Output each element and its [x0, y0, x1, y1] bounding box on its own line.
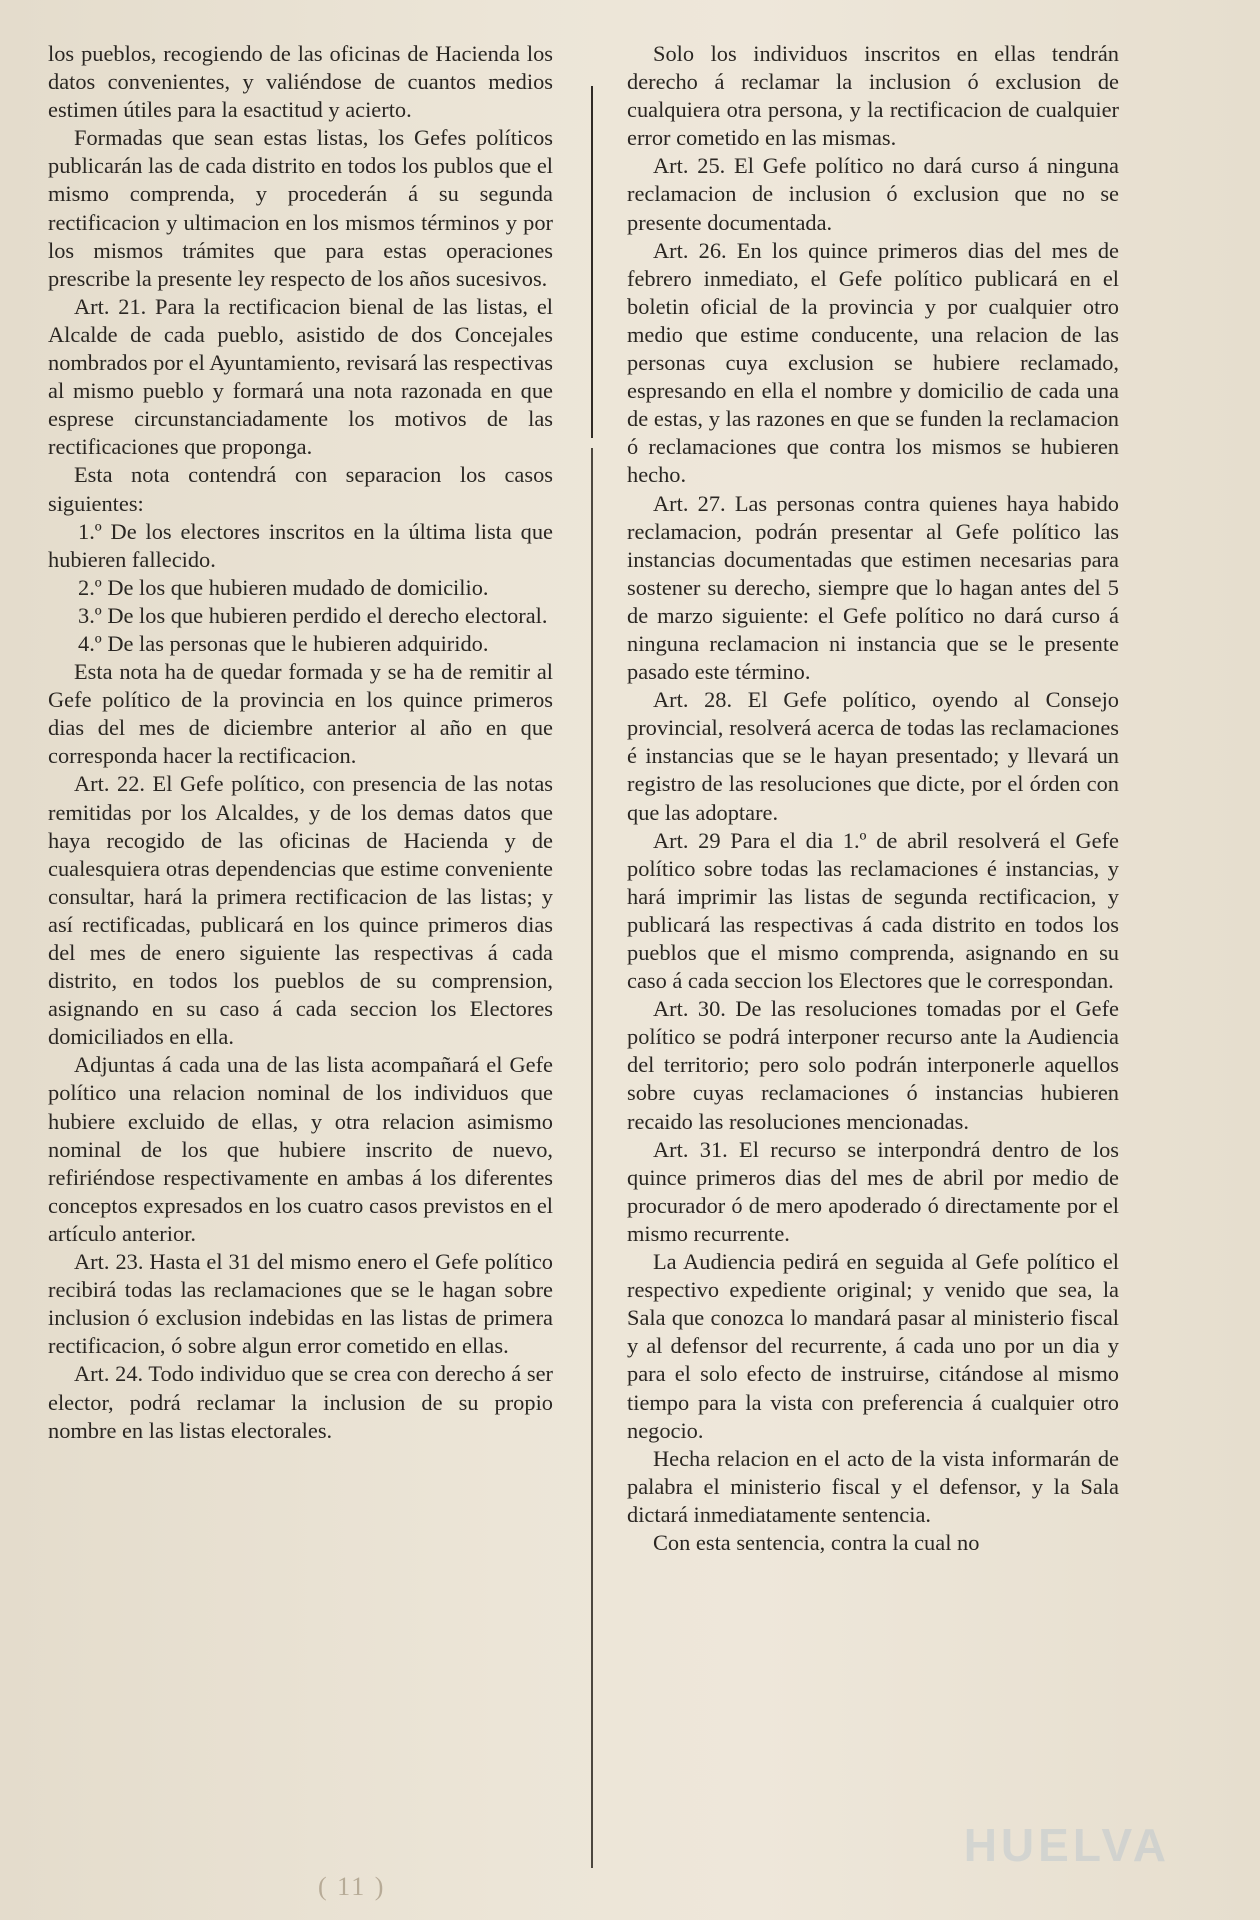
right-column-paragraph: Hecha relacion en el acto de la vista informarán de palabra el ministerio fiscal y el defensor, y la Sala dictará inmediatamente sentencia.	[627, 1445, 1119, 1527]
column-rule	[591, 448, 593, 1868]
left-column-paragraph: Esta nota ha de quedar formada y se ha de remitir al Gefe político de la provincia en los quince primeros dias del mes de diciembre anterior al año en que corresponda hacer la rectificacion.	[48, 659, 553, 769]
left-column-paragraph: Art. 21. Para la rectificacion bienal de las listas, el Alcalde de cada pueblo, asistido de dos Concejales nombrados por el Ayuntamiento, revisará las respectivas al mismo pueblo y formará una nota razonada en que esprese circunstanciadamente los motivos de las rectificaciones que proponga.	[48, 293, 553, 460]
right-column-paragraph: La Audiencia pedirá en seguida al Gefe político el respectivo expediente original; y venido que sea, la Sala que conozca lo mandará pasar al ministerio fiscal y al defensor del recurrente, á cada uno por un dia y para el solo efecto de instruirse, citándose al mismo tiempo para la vista con preferencia á cualquier otro negocio.	[627, 1249, 1119, 1443]
left-column-paragraph: Art. 23. Hasta el 31 del mismo enero el Gefe político recibirá todas las reclamaciones que se le hagan sobre inclusion ó exclusion indebidas en las listas de primera rectificacion, ó sobre algun error cometido en ellas.	[48, 1249, 553, 1359]
left-column-paragraph: Art. 22. El Gefe político, con presencia de las notas remitidas por los Alcaldes, y de los demas datos que haya recogido de las oficinas de Hacienda y de cualesquiera otras dependencias que estime conveniente consultar, hará la primera rectificacion de las listas; y así rectificadas, publicará en los quince primeros dias del mes de enero siguiente las respectivas á cada distrito, en todos los pueblos de su comprension, asignando en su caso á cada seccion los Electores domiciliados en ella.	[48, 771, 553, 1050]
left-column-paragraph: Esta nota contendrá con separacion los casos siguientes:	[48, 462, 553, 516]
left-column-paragraph: Adjuntas á cada una de las lista acompañará el Gefe político una relacion nominal de los individuos que hubiere excluido de ellas, y otra relacion asimismo nominal de los que hubiere inscrito de nuevo, refiriéndose respectivamente en ambas á los diferentes conceptos expresados en los cuatro casos previstos en el artículo anterior.	[48, 1052, 553, 1246]
left-column-paragraph: 4.º De las personas que le hubieren adquirido.	[78, 630, 489, 656]
left-column-paragraph: 2.º De los que hubieren mudado de domicilio.	[78, 574, 489, 600]
left-column-paragraph: Art. 24. Todo individuo que se crea con derecho á ser elector, podrá reclamar la inclusion de su propio nombre en las listas electorales.	[48, 1361, 553, 1443]
right-column-paragraph: Art. 28. El Gefe político, oyendo al Consejo provincial, resolverá acerca de todas las reclamaciones é instancias que se le hayan presentado; y llevará un registro de las resoluciones que dicte, por el órden con que las adoptare.	[627, 687, 1119, 825]
column-rule-top	[591, 86, 593, 438]
right-column-paragraph: Art. 25. El Gefe político no dará curso á ninguna reclamacion de inclusion ó exclusion que no se presente documentada.	[627, 153, 1119, 235]
left-column-paragraph: 3.º De los que hubieren perdido el derecho electoral.	[78, 602, 548, 628]
right-column-paragraph: Art. 27. Las personas contra quienes haya habido reclamacion, podrán presentar al Gefe político las instancias documentadas que estimen necesarias para sostener su derecho, siempre que lo hagan antes del 5 de marzo siguiente: el Gefe político no dará curso á ninguna reclamacion ni instancia que se le presente pasado este término.	[627, 490, 1119, 685]
library-watermark: HUELVA	[963, 1819, 1170, 1871]
left-column-paragraph: Formadas que sean estas listas, los Gefes políticos publicarán las de cada distrito en todos los publos que el mismo comprenda, y procederán á su segunda rectificacion y ultimacion en los mismos términos y por los mismos trámites que para estas operaciones prescribe la presente ley respecto de los años sucesivos.	[48, 125, 553, 291]
right-column-paragraph: Art. 31. El recurso se interpondrá dentro de los quince primeros dias del mes de abril por medio de procurador ó de mero apoderado ó directamente por el mismo recurrente.	[627, 1136, 1119, 1246]
left-column-paragraph: 1.º De los electores inscritos en la última lista que hubieren fallecido.	[48, 518, 553, 572]
left-text-column	[48, 40, 553, 1445]
right-column-paragraph: Art. 26. En los quince primeros dias del mes de febrero inmediato, el Gefe político publicará en el boletin oficial de la provincia y por cualquier otro medio que estime conducente, una relacion de las personas cuya exclusion se hubiere reclamado, espresando en ella el nombre y domicilio de cada una de estas, y las razones en que se funden la reclamacion ó reclamaciones que contra los mismos se hubieren hecho.	[627, 237, 1119, 488]
right-text-column	[627, 40, 1119, 1557]
right-column-paragraph: Solo los individuos inscritos en ellas tendrán derecho á reclamar la inclusion ó exclusion de cualquiera otra persona, y la rectificacion de cualquier error cometido en las mismas.	[627, 41, 1119, 151]
right-column-paragraph: Con esta sentencia, contra la cual no	[653, 1529, 980, 1555]
page-number-mark: ( 11 )	[318, 1872, 386, 1901]
left-column-paragraph: los pueblos, recogiendo de las oficinas de Hacienda los datos convenientes, y valiéndose de cuantos medios estimen útiles para la esactitud y acierto.	[48, 41, 553, 123]
right-column-paragraph: Art. 30. De las resoluciones tomadas por el Gefe político se podrá interponer recurso ante la Audiencia del territorio; pero solo podrán interponerle aquellos sobre cuyas reclamaciones ó instancias hubieren recaido las resoluciones mencionadas.	[627, 996, 1119, 1134]
right-column-paragraph: Art. 29 Para el dia 1.º de abril resolverá el Gefe político sobre todas las reclamaciones é instancias, y hará imprimir las listas de segunda rectificacion, y publicará las respectivas á cada distrito en todos los pueblos que el mismo comprenda, asignando en su caso á cada seccion los Electores que le correspondan.	[627, 827, 1119, 994]
